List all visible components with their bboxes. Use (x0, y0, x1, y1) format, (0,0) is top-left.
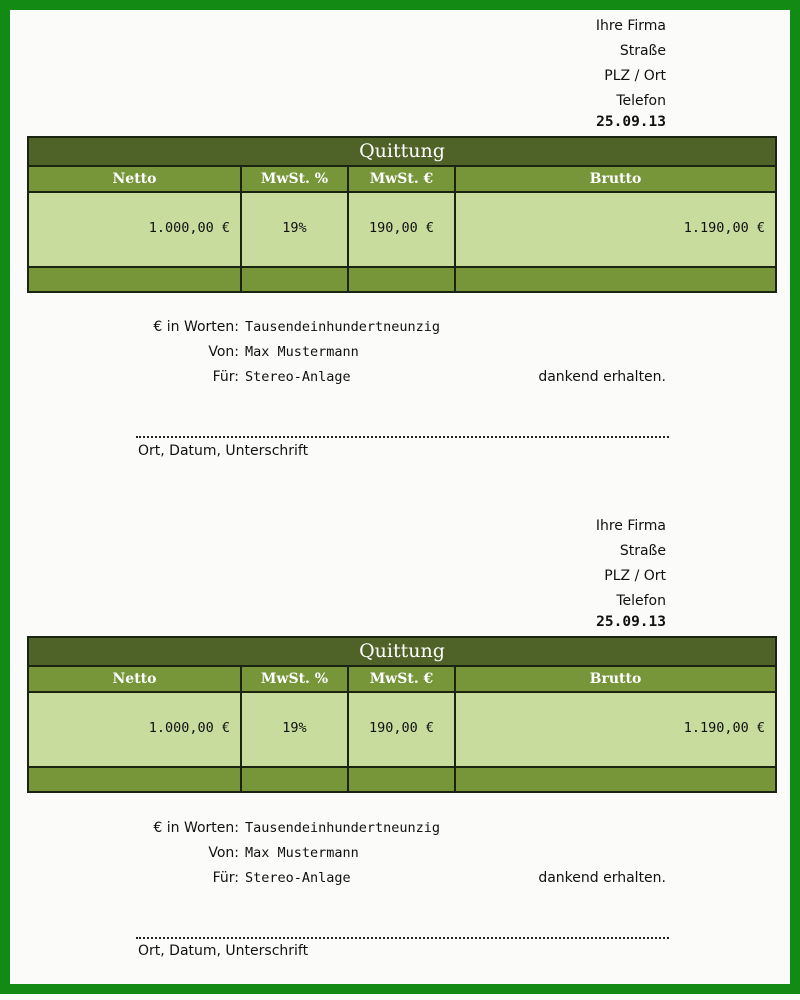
label-for: Für: (212, 369, 239, 385)
label-from: Von: (208, 344, 239, 360)
company-phone: Telefon (616, 93, 666, 109)
company-street: Straße (619, 43, 666, 59)
company-city: PLZ / Ort (604, 68, 666, 84)
company-name: Ihre Firma (595, 18, 666, 34)
company-street: Straße (619, 543, 666, 559)
value-brutto: 1.190,00 € (456, 693, 775, 766)
receipt-date: 25.09.13 (596, 614, 666, 630)
company-block (406, 14, 666, 114)
footer-cell (349, 768, 456, 791)
field-words: Tausendeinhundertneunzig (245, 319, 441, 335)
header-vat-percent: MwSt. % (242, 667, 349, 691)
footer-cell (456, 768, 775, 791)
receipt-date: 25.09.13 (596, 114, 666, 130)
value-vat-percent: 19% (242, 193, 349, 266)
thanks-text: dankend erhalten. (538, 369, 666, 385)
receipt-2 (0, 500, 800, 1000)
receipt-table (27, 636, 777, 793)
table-footer-row (29, 268, 775, 291)
signature-line (136, 436, 669, 438)
company-city: PLZ / Ort (604, 568, 666, 584)
footer-cell (456, 268, 775, 291)
footer-cell (242, 768, 349, 791)
company-phone: Telefon (616, 593, 666, 609)
label-for: Für: (212, 870, 239, 886)
signature-label: Ort, Datum, Unterschrift (138, 943, 309, 959)
footer-cell (242, 268, 349, 291)
value-brutto: 1.190,00 € (456, 193, 775, 266)
header-netto: Netto (29, 667, 242, 691)
table-row (29, 693, 775, 768)
header-brutto: Brutto (456, 167, 775, 191)
table-row (29, 193, 775, 268)
table-header-row (29, 667, 775, 693)
footer-cell (29, 268, 242, 291)
value-netto: 1.000,00 € (29, 193, 242, 266)
value-vat-percent: 19% (242, 693, 349, 766)
signature-label: Ort, Datum, Unterschrift (138, 443, 309, 459)
header-netto: Netto (29, 167, 242, 191)
header-vat-percent: MwSt. % (242, 167, 349, 191)
table-footer-row (29, 768, 775, 791)
company-block (406, 514, 666, 614)
footer-cell (29, 768, 242, 791)
receipt-table (27, 136, 777, 293)
value-vat-amount: 190,00 € (349, 693, 456, 766)
header-vat-amount: MwSt. € (349, 667, 456, 691)
label-from: Von: (208, 845, 239, 861)
receipt-title: Quittung (29, 138, 775, 167)
field-from: Max Mustermann (245, 344, 359, 360)
company-name: Ihre Firma (595, 518, 666, 534)
header-brutto: Brutto (456, 667, 775, 691)
label-words: € in Worten: (153, 319, 239, 335)
field-for: Stereo-Anlage (245, 870, 351, 886)
header-vat-amount: MwSt. € (349, 167, 456, 191)
field-from: Max Mustermann (245, 845, 359, 861)
receipt-title: Quittung (29, 638, 775, 667)
field-words: Tausendeinhundertneunzig (245, 820, 441, 836)
field-for: Stereo-Anlage (245, 369, 351, 385)
value-netto: 1.000,00 € (29, 693, 242, 766)
signature-line (136, 937, 669, 939)
label-words: € in Worten: (153, 820, 239, 836)
value-vat-amount: 190,00 € (349, 193, 456, 266)
thanks-text: dankend erhalten. (538, 870, 666, 886)
table-header-row (29, 167, 775, 193)
footer-cell (349, 268, 456, 291)
